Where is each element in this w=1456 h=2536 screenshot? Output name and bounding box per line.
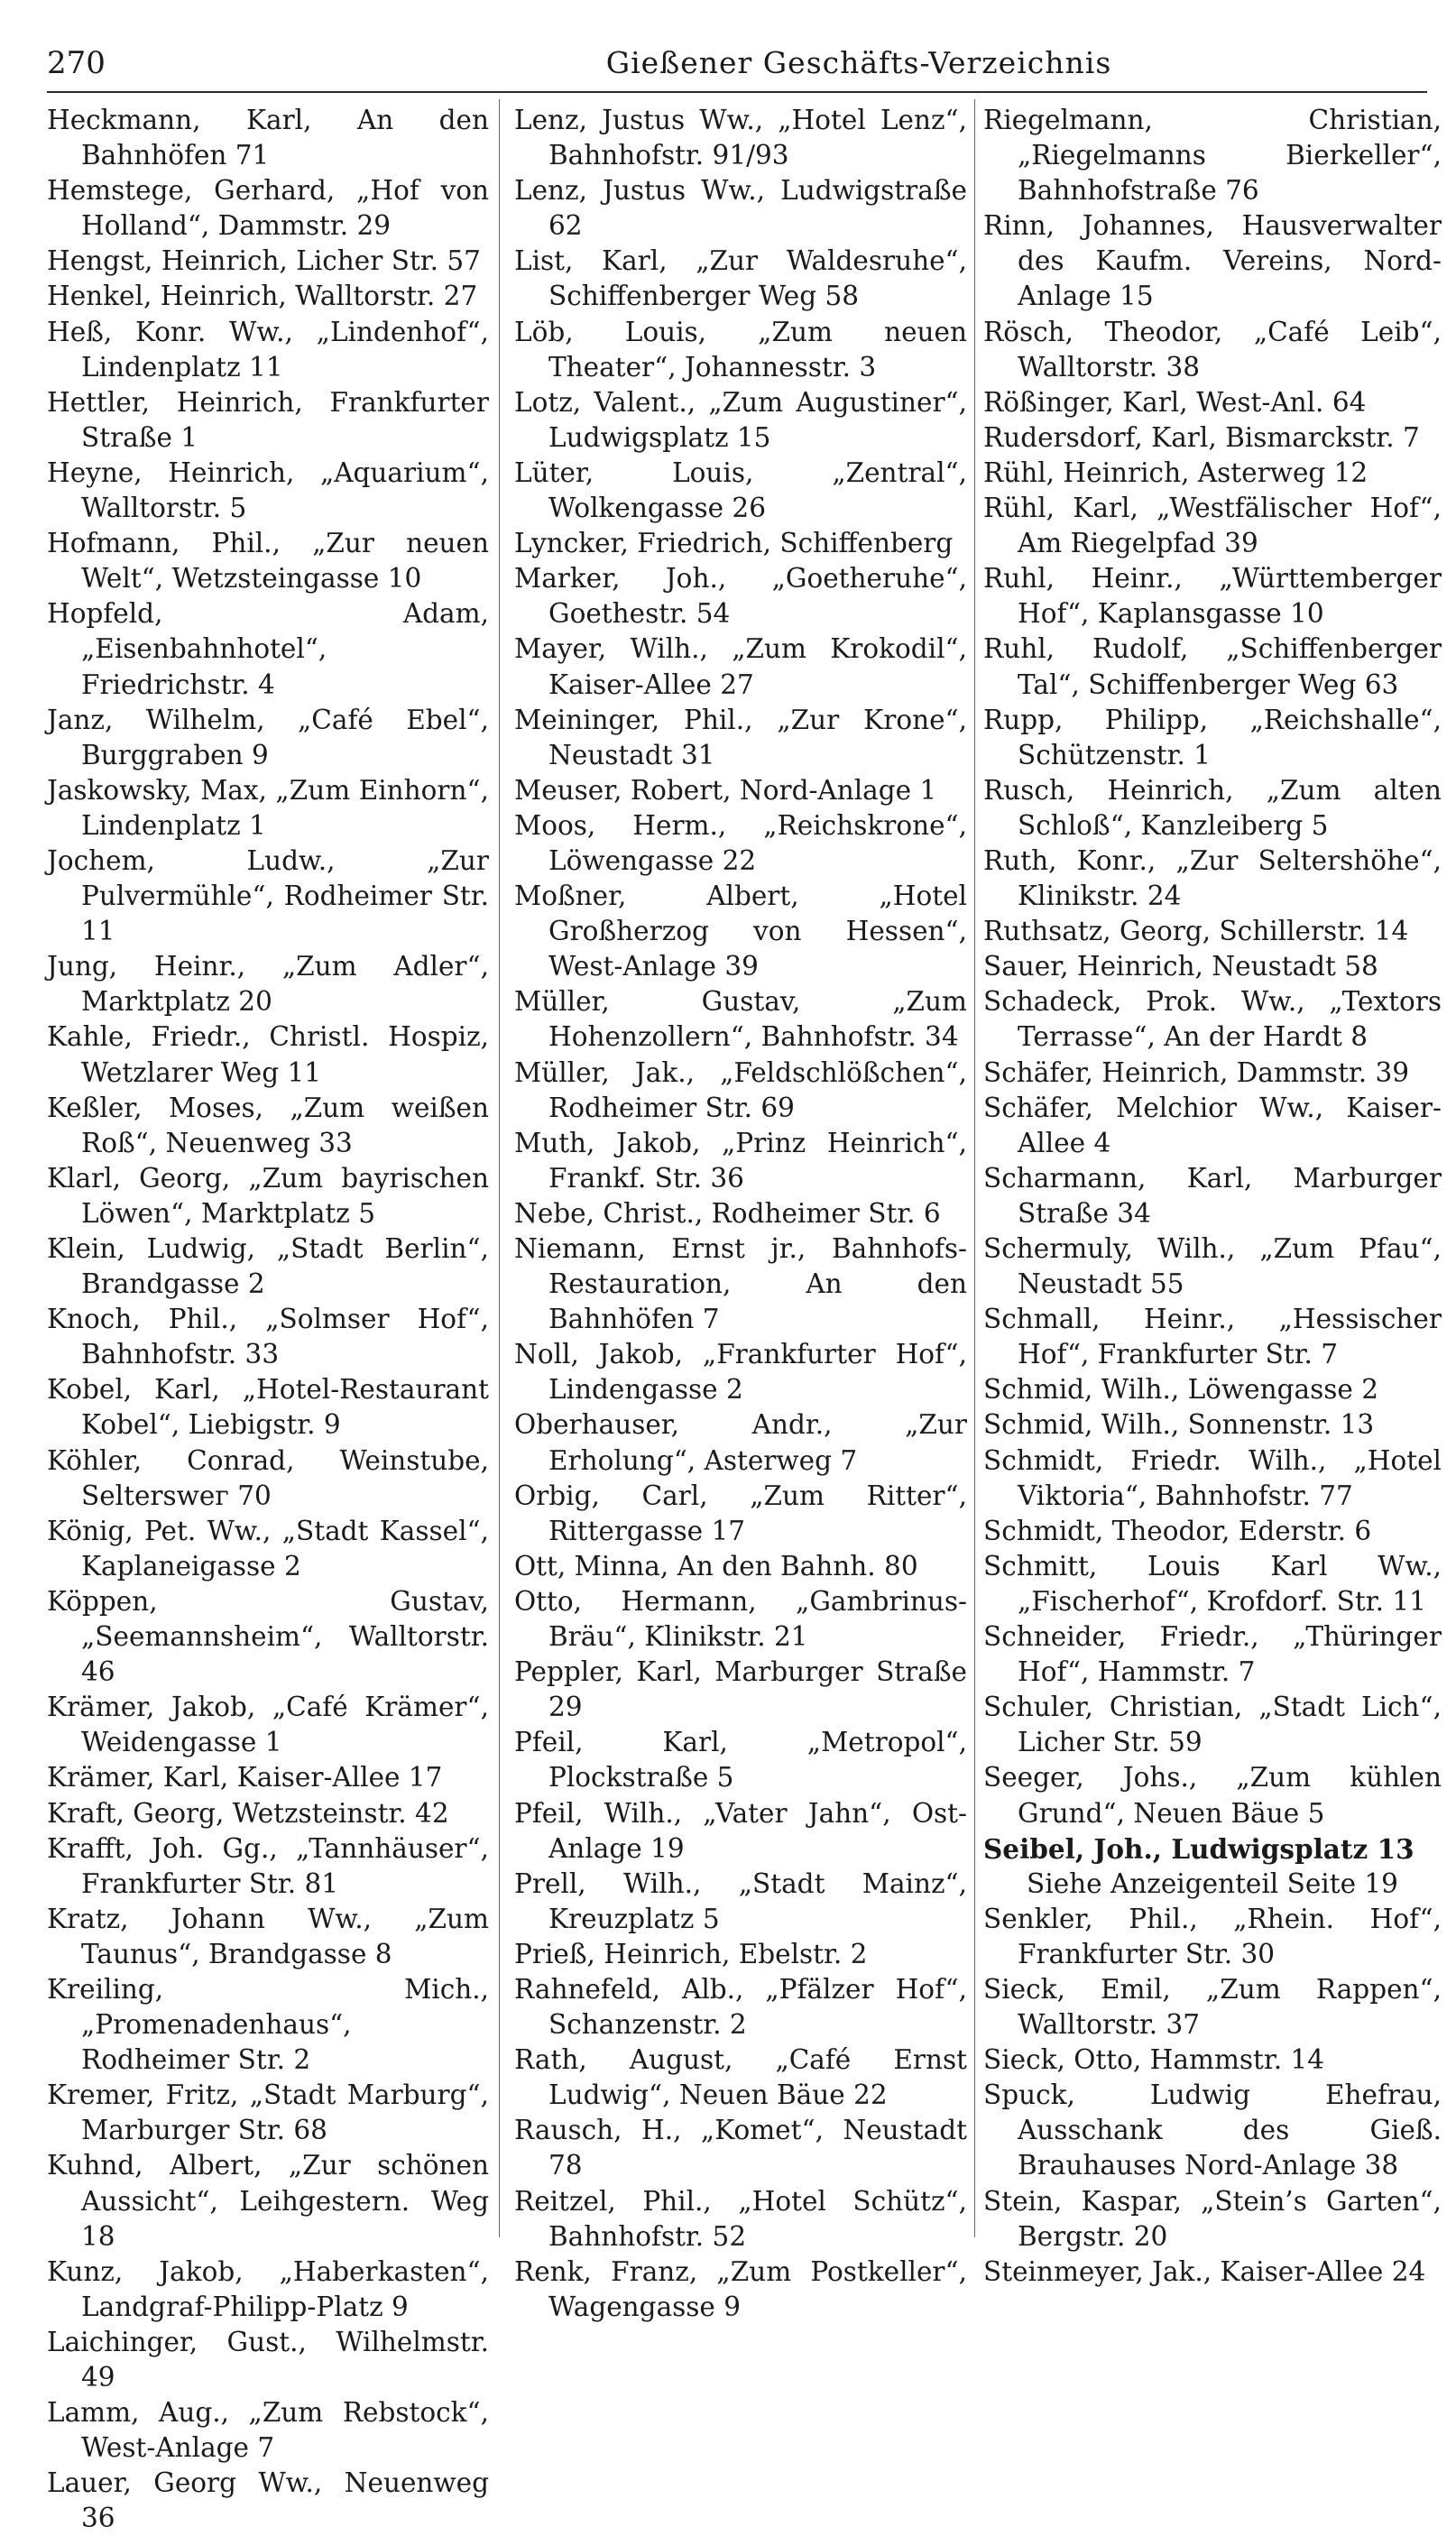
directory-entry: Schäfer, Heinrich, Dammstr. 39 xyxy=(983,1056,1410,1088)
directory-entry: Rath, August, „Café Ernst Ludwig“, Neuen Bäue 22 xyxy=(514,2044,967,2111)
column-divider xyxy=(974,99,975,2237)
directory-column-1 xyxy=(47,103,489,2534)
directory-entry: Lenz, Justus Ww., Ludwigstraße 62 xyxy=(514,175,967,242)
directory-entry: Prell, Wilh., „Stadt Mainz“, Kreuzplatz 5 xyxy=(514,1867,967,1934)
directory-entry: Laichinger, Gust., Wilhelmstr. 49 xyxy=(47,2326,489,2393)
directory-entry: Steinmeyer, Jak., Kaiser-Allee 24 xyxy=(983,2255,1426,2287)
directory-entry: Heyne, Heinrich, „Aquarium“, Walltorstr. 5 xyxy=(47,456,489,524)
directory-entry: Rinn, Johannes, Hausverwalter des Kaufm. Vereins, Nord-Anlage 15 xyxy=(983,210,1442,312)
column-divider xyxy=(499,99,500,2237)
directory-entry: Rösch, Theodor, „Café Leib“, Walltorstr. 38 xyxy=(983,316,1442,383)
directory-entry: Sieck, Emil, „Zum Rappen“, Walltorstr. 37 xyxy=(983,1973,1442,2041)
directory-entry: Hengst, Heinrich, Licher Str. 57 xyxy=(47,245,481,277)
directory-entry: Jung, Heinr., „Zum Adler“, Marktplatz 20 xyxy=(47,951,489,1018)
directory-entry: Rößinger, Karl, West-Anl. 64 xyxy=(983,386,1367,418)
directory-entry: Orbig, Carl, „Zum Ritter“, Rittergasse 17 xyxy=(514,1480,967,1546)
directory-entry: Hettler, Heinrich, Frankfurter Straße 1 xyxy=(47,386,489,453)
directory-entry: Krämer, Jakob, „Café Krämer“, Weidengasse 1 xyxy=(47,1692,489,1758)
directory-entry: Schuler, Christian, „Stadt Lich“, Licher Str. 59 xyxy=(983,1692,1442,1758)
directory-entry: Lenz, Justus Ww., „Hotel Lenz“, Bahnhofstr. 91/93 xyxy=(514,105,967,171)
directory-entry: Schäfer, Melchior Ww., Kaiser-Allee 4 xyxy=(983,1092,1442,1158)
directory-entry: Rahnefeld, Alb., „Pfälzer Hof“, Schanzenstr. 2 xyxy=(514,1973,967,2041)
directory-entry: Renk, Franz, „Zum Postkeller“, Wagengasse 9 xyxy=(514,2255,967,2322)
directory-entry: Moßner, Albert, „Hotel Großherzog von Hessen“, West-Anlage 39 xyxy=(514,881,967,982)
directory-column-2 xyxy=(514,103,967,2322)
directory-entry: Rühl, Heinrich, Asterweg 12 xyxy=(983,456,1368,488)
directory-entry: Köppen, Gustav, „Seemannsheim“, Walltorstr. 46 xyxy=(47,1585,489,1688)
directory-entry: Lamm, Aug., „Zum Rebstock“, West-Anlage 7 xyxy=(47,2397,489,2464)
directory-entry: Ruhl, Heinr., „Württemberger Hof“, Kaplansgasse 10 xyxy=(983,563,1442,630)
directory-entry: Kratz, Johann Ww., „Zum Taunus“, Brandgasse 8 xyxy=(47,1903,489,1969)
directory-entry: Hofmann, Phil., „Zur neuen Welt“, Wetzsteingasse 10 xyxy=(47,528,489,595)
directory-entry: Niemann, Ernst jr., Bahnhofs-Restauration, An den Bahnhöfen 7 xyxy=(514,1233,967,1335)
directory-entry: Lüter, Louis, „Zentral“, Wolkengasse 26 xyxy=(514,456,967,524)
directory-entry: Pfeil, Karl, „Metropol“, Plockstraße 5 xyxy=(514,1727,967,1794)
directory-entry: Noll, Jakob, „Frankfurter Hof“, Lindengasse 2 xyxy=(514,1339,967,1406)
directory-entry: Lauer, Georg Ww., Neuenweg 36 xyxy=(47,2467,489,2534)
directory-entry: Rühl, Karl, „Westfälischer Hof“, Am Riegelpfad 39 xyxy=(983,493,1442,559)
directory-entry: Schmall, Heinr., „Hessischer Hof“, Frankfurter Str. 7 xyxy=(983,1304,1442,1370)
directory-entry: Janz, Wilhelm, „Café Ebel“, Burggraben 9 xyxy=(47,704,489,770)
directory-entry: Schmidt, Friedr. Wilh., „Hotel Viktoria“, Bahnhofstr. 77 xyxy=(983,1444,1442,1511)
directory-entry: Rupp, Philipp, „Reichshalle“, Schützenstr. 1 xyxy=(983,704,1442,770)
directory-entry: Keßler, Moses, „Zum weißen Roß“, Neuenweg 33 xyxy=(47,1092,489,1158)
directory-entry: Senkler, Phil., „Rhein. Hof“, Frankfurter Str. 30 xyxy=(983,1903,1442,1969)
directory-entry: Peppler, Karl, Marburger Straße 29 xyxy=(514,1656,967,1723)
directory-entry: Kahle, Friedr., Christl. Hospiz, Wetzlarer Weg 11 xyxy=(47,1021,489,1088)
directory-entry: Seeger, Johs., „Zum kühlen Grund“, Neuen Bäue 5 xyxy=(983,1762,1442,1829)
directory-entry: Knoch, Phil., „Solmser Hof“, Bahnhofstr. 33 xyxy=(47,1304,489,1370)
directory-entry: Rusch, Heinrich, „Zum alten Schloß“, Kanzleiberg 5 xyxy=(983,774,1442,841)
directory-entry: Otto, Hermann, „Gambrinus-Bräu“, Klinikstr. 21 xyxy=(514,1585,967,1653)
directory-entry: Stein, Kaspar, „Stein’s Garten“, Bergstr. 20 xyxy=(983,2185,1442,2252)
directory-entry: Kobel, Karl, „Hotel-Restaurant Kobel“, Liebigstr. 9 xyxy=(47,1374,489,1441)
directory-entry: König, Pet. Ww., „Stadt Kassel“, Kaplaneigasse 2 xyxy=(47,1515,489,1582)
directory-entry: Nebe, Christ., Rodheimer Str. 6 xyxy=(514,1197,941,1229)
directory-entry: Reitzel, Phil., „Hotel Schütz“, Bahnhofstr. 52 xyxy=(514,2185,967,2252)
directory-entry: Prieß, Heinrich, Ebelstr. 2 xyxy=(514,1938,868,1969)
directory-entry: Krämer, Karl, Kaiser-Allee 17 xyxy=(47,1762,443,1794)
directory-entry: Schneider, Friedr., „Thüringer Hof“, Hammstr. 7 xyxy=(983,1621,1442,1688)
directory-entry: Jaskowsky, Max, „Zum Einhorn“, Lindenplatz 1 xyxy=(47,774,489,841)
directory-entry: Sauer, Heinrich, Neustadt 58 xyxy=(983,951,1378,982)
directory-entry: Heß, Konr. Ww., „Lindenhof“, Lindenplatz 11 xyxy=(47,316,489,383)
directory-entry: Marker, Joh., „Goetheruhe“, Goethestr. 54 xyxy=(514,563,967,630)
directory-entry: Sieck, Otto, Hammstr. 14 xyxy=(983,2044,1325,2076)
directory-entry: List, Karl, „Zur Waldesruhe“, Schiffenberger Weg 58 xyxy=(514,245,967,312)
page-number: 270 xyxy=(47,45,106,81)
directory-entry: Muth, Jakob, „Prinz Heinrich“, Frankf. Str. 36 xyxy=(514,1127,967,1194)
directory-entry: Schermuly, Wilh., „Zum Pfau“, Neustadt 55 xyxy=(983,1233,1442,1300)
directory-entry: Hemstege, Gerhard, „Hof von Holland“, Dammstr. 29 xyxy=(47,175,489,242)
directory-entry: Ott, Minna, An den Bahnh. 80 xyxy=(514,1550,918,1582)
directory-entry: Siehe Anzeigenteil Seite 19 xyxy=(1027,1867,1398,1899)
directory-entry: Schmitt, Louis Karl Ww., „Fischerhof“, Krofdorf. Str. 11 xyxy=(983,1550,1442,1617)
directory-entry: Lyncker, Friedrich, Schiffenberg xyxy=(514,528,954,559)
directory-entry: Kuhnd, Albert, „Zur schönen Aussicht“, Leihgestern. Weg 18 xyxy=(47,2150,489,2252)
directory-entry: Kunz, Jakob, „Haberkasten“, Landgraf-Philipp-Platz 9 xyxy=(47,2255,489,2322)
directory-entry: Ruth, Konr., „Zur Seltershöhe“, Klinikstr. 24 xyxy=(983,844,1442,912)
directory-entry: Pfeil, Wilh., „Vater Jahn“, Ost-Anlage 19 xyxy=(514,1797,967,1864)
directory-entry: Spuck, Ludwig Ehefrau, Ausschank des Gieß. Brauhauses Nord-Anlage 38 xyxy=(983,2080,1442,2181)
directory-entry: Kremer, Fritz, „Stadt Marburg“, Marburger Str. 68 xyxy=(47,2080,489,2146)
page-header xyxy=(47,36,1427,90)
directory-entry: Rausch, H., „Komet“, Neustadt 78 xyxy=(514,2115,967,2181)
directory-entry: Mayer, Wilh., „Zum Krokodil“, Kaiser-Allee 27 xyxy=(514,633,967,700)
directory-entry: Köhler, Conrad, Weinstube, Selterswег 70 xyxy=(47,1444,489,1511)
directory-entry: Schmid, Wilh., Sonnenstr. 13 xyxy=(983,1409,1375,1441)
directory-entry: Meininger, Phil., „Zur Krone“, Neustadt 31 xyxy=(514,704,967,770)
directory-entry: Henkel, Heinrich, Walltorstr. 27 xyxy=(47,281,478,312)
directory-entry: Klarl, Georg, „Zum bayrischen Löwen“, Marktplatz 5 xyxy=(47,1162,489,1229)
directory-entry: Riegelmann, Christian, „Riegelmanns Bierkeller“, Bahnhofstraße 76 xyxy=(983,105,1442,207)
directory-entry: Moos, Herm., „Reichskrone“, Löwengasse 22 xyxy=(514,809,967,876)
directory-entry: Kraft, Georg, Wetzsteinstr. 42 xyxy=(47,1797,449,1829)
directory-entry: Hopfeld, Adam, „Eisenbahnhotel“, Friedrichstr. 4 xyxy=(47,598,489,700)
directory-entry: Oberhauser, Andr., „Zur Erholung“, Asterweg 7 xyxy=(514,1409,967,1476)
directory-entry: Müller, Gustav, „Zum Hohenzollern“, Bahnhofstr. 34 xyxy=(514,986,967,1053)
directory-entry: Heckmann, Karl, An den Bahnhöfen 71 xyxy=(47,105,489,171)
directory-entry: Müller, Jak., „Feldschlößchen“, Rodheimer Str. 69 xyxy=(514,1056,967,1123)
directory-entry: Rudersdorf, Karl, Bismarckstr. 7 xyxy=(983,421,1420,453)
directory-entry: Jochem, Ludw., „Zur Pulvermühle“, Rodheimer Str. 11 xyxy=(47,844,489,947)
directory-entry: Schmid, Wilh., Löwengasse 2 xyxy=(983,1374,1378,1406)
directory-entry: Meuser, Robert, Nord-Anlage 1 xyxy=(514,774,937,806)
directory-entry: Schmidt, Theodor, Ederstr. 6 xyxy=(983,1515,1372,1546)
directory-entry: Schadeck, Prok. Ww., „Textors Terrasse“, An der Hardt 8 xyxy=(983,986,1442,1053)
directory-entry: Kreiling, Mich., „Promenadenhaus“, Rodheimer Str. 2 xyxy=(47,1973,489,2076)
directory-entry: Lotz, Valent., „Zum Augustiner“, Ludwigsplatz 15 xyxy=(514,386,967,453)
directory-entry: Seibel, Joh., Ludwigsplatz 13 xyxy=(983,1832,1415,1865)
directory-entry: Ruthsatz, Georg, Schillerstr. 14 xyxy=(983,916,1409,947)
directory-entry: Klein, Ludwig, „Stadt Berlin“, Brandgasse 2 xyxy=(47,1233,489,1300)
page-title: Gießener Geschäfts-Verzeichnis xyxy=(605,45,1112,80)
directory-column-3 xyxy=(983,103,1442,2287)
directory-entry: Scharmann, Karl, Marburger Straße 34 xyxy=(983,1162,1442,1229)
header-rule xyxy=(47,91,1427,93)
directory-entry: Löb, Louis, „Zum neuen Theater“, Johannesstr. 3 xyxy=(514,316,967,383)
directory-entry: Krafft, Joh. Gg., „Tannhäuser“, Frankfurter Str. 81 xyxy=(47,1832,489,1899)
directory-entry: Ruhl, Rudolf, „Schiffenberger Tal“, Schiffenberger Weg 63 xyxy=(983,633,1442,700)
